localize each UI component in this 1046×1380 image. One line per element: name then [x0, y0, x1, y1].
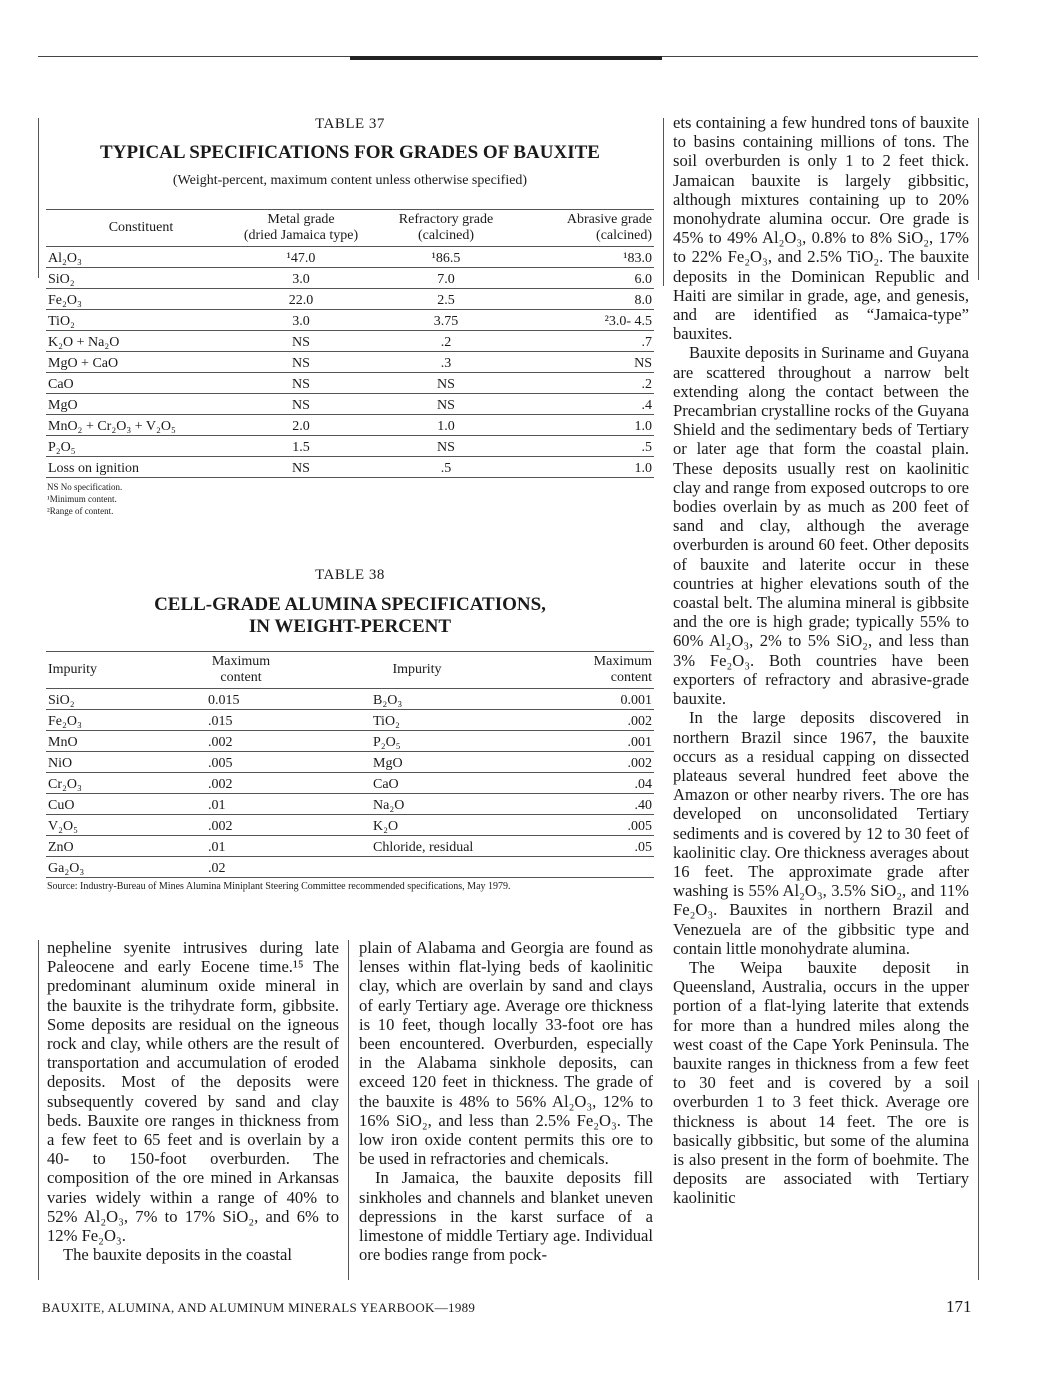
impurity-cell: Na₂O — [371, 794, 541, 815]
impurity-cell: CuO — [46, 794, 206, 815]
table-row — [46, 857, 654, 878]
abrasive-grade-cell: ²3.0- 4.5 — [526, 310, 654, 331]
table-row — [46, 415, 654, 436]
table-37-number: TABLE 37 — [315, 116, 385, 132]
table-37-notes — [47, 481, 347, 517]
abrasive-grade-cell: NS — [526, 352, 654, 373]
table-row — [46, 394, 654, 415]
constituent-cell: SiO₂ — [46, 268, 236, 289]
max-content-cell: 0.001 — [541, 689, 654, 710]
header-refractory-grade-line2: (calcined) — [418, 228, 474, 243]
top-rule-accent — [350, 56, 662, 60]
right-margin-rule — [978, 118, 979, 280]
max-content-cell: .01 — [206, 836, 371, 857]
max-content-cell: .02 — [206, 857, 371, 878]
header-refractory-grade — [366, 210, 526, 247]
paragraph: nepheline syenite intrusives during late Paleocene and early Eocene time.¹⁵ The predominant aluminum oxide mineral in the bauxite is the trihydrate form, gibbsite. Some deposits are residual on the igneous rock and clay, while others are the result of transportation and accumulation of eroded deposits. Most of the deposits were subsequently covered by sand and clay beds. Bauxite ore ranges in thickness from a few feet to 65 feet and is overlain by a 40- to 150-foot overburden. The composition of the ore mined in Arkansas varies widely within a range of 40% to 52% Al₂O₃, 7% to 17% SiO₂, and 6% to 12% Fe₂O₃. — [47, 938, 339, 1246]
impurity-cell: V₂O₅ — [46, 815, 206, 836]
max-content-cell: .002 — [206, 731, 371, 752]
table-37-subtitle: (Weight-percent, maximum content unless otherwise specified) — [172, 173, 528, 188]
max-content-cell: .05 — [541, 836, 654, 857]
max-content-cell: .01 — [206, 794, 371, 815]
metal-grade-cell: NS — [236, 352, 366, 373]
table-37 — [46, 209, 654, 478]
abrasive-grade-cell: .2 — [526, 373, 654, 394]
refractory-grade-cell: 7.0 — [366, 268, 526, 289]
max-content-cell: .001 — [541, 731, 654, 752]
table-38-title-line1: CELL-GRADE ALUMINA SPECIFICATIONS, — [154, 594, 546, 615]
metal-grade-cell: 2.0 — [236, 415, 366, 436]
paragraph: ets containing a few hundred tons of bauxite to basins containing millions of tons. The soil overburden is only 1 to 2 feet thick. Jamaican bauxite is largely gibbsitic, although mixtures containing up to 20% monohydrate alumina occur. Ore grade is 45% to 49% Al₂O₃, 0.8% to 8% SiO₂, 17% to 22% Fe₂O₃, and 2.5% TiO₂. The bauxite deposits in the Dominican Republic and Haiti are similar in grade, age, and genesis, and are identified as “Jamaica-type” bauxites. — [673, 113, 969, 344]
table-row — [46, 773, 654, 794]
max-content-cell: .002 — [541, 752, 654, 773]
refractory-grade-cell: 1.0 — [366, 415, 526, 436]
table-row — [46, 752, 654, 773]
header-metal-grade — [236, 210, 366, 247]
max-content-cell: .002 — [206, 773, 371, 794]
header-max-content-2-line2: content — [610, 670, 652, 685]
metal-grade-cell: 1.5 — [236, 436, 366, 457]
table-row — [46, 436, 654, 457]
max-content-cell: .005 — [541, 815, 654, 836]
impurity-cell: SiO₂ — [46, 689, 206, 710]
table-row — [46, 373, 654, 394]
metal-grade-cell: ¹47.0 — [236, 247, 366, 268]
abrasive-grade-cell: .5 — [526, 436, 654, 457]
paragraph: plain of Alabama and Georgia are found as lenses within flat-lying beds of kaolinitic clay, which are overlain by sand and clays of early Tertiary age. Average ore thickness is 10 feet, though locally 33-foot ore has been encountered. Overburden, especially in the Alabama sinkhole deposits, can exceed 120 feet in thickness. The grade of the bauxite is 48% to 56% Al₂O₃, 12% to 16% SiO₂, and less than 2.5% Fe₂O₃. The low iron oxide content permits this ore to be used in refractories and chemicals. — [359, 938, 653, 1169]
column-rule-1 — [38, 940, 39, 1280]
max-content-cell: .04 — [541, 773, 654, 794]
constituent-cell: K₂O + Na₂O — [46, 331, 236, 352]
impurity-cell: MgO — [371, 752, 541, 773]
refractory-grade-cell: 2.5 — [366, 289, 526, 310]
metal-grade-cell: 3.0 — [236, 310, 366, 331]
table-row — [46, 289, 654, 310]
metal-grade-cell: NS — [236, 394, 366, 415]
refractory-grade-cell: ¹86.5 — [366, 247, 526, 268]
constituent-cell: Loss on ignition — [46, 457, 236, 478]
table-row — [46, 268, 654, 289]
paragraph: The Weipa bauxite deposit in Queensland, Australia, occurs in the upper portion of a flat-lying laterite that extends for more than a hundred miles along the west coast of the Cape York Peninsula. The bauxite ranges in thickness from a few feet to 30 feet and is covered by a soil overburden 1 to 3 feet thick. Average ore thickness is about 14 feet. The ore is basically gibbsitic, but some of the alumina is also present in the form of boehmite. The deposits are associated with Tertiary kaolinitic — [673, 957, 969, 1208]
impurity-cell: Cr₂O₃ — [46, 773, 206, 794]
table-note: ¹Minimum content. — [47, 494, 117, 504]
table-row — [46, 815, 654, 836]
running-title: BAUXITE, ALUMINA, AND ALUMINUM MINERALS YEARBOOK—1989 — [42, 1300, 476, 1315]
impurity-cell: Fe₂O₃ — [46, 710, 206, 731]
abrasive-grade-cell: .7 — [526, 331, 654, 352]
table-row — [46, 457, 654, 478]
constituent-cell: P₂O₅ — [46, 436, 236, 457]
header-refractory-grade-line1: Refractory grade — [398, 212, 494, 227]
metal-grade-cell: NS — [236, 373, 366, 394]
refractory-grade-cell: .2 — [366, 331, 526, 352]
header-max-content-1 — [206, 652, 371, 689]
abrasive-grade-cell: .4 — [526, 394, 654, 415]
text-column-2 — [359, 938, 653, 1264]
header-constituent: Constituent — [46, 210, 236, 247]
refractory-grade-cell: 3.75 — [366, 310, 526, 331]
table-row — [46, 689, 654, 710]
table-row — [46, 247, 654, 268]
impurity-cell: Ga₂O₃ — [46, 857, 206, 878]
column-rule-2 — [348, 940, 349, 1280]
header-max-content-1-line2: content — [220, 670, 262, 685]
constituent-cell: MgO + CaO — [46, 352, 236, 373]
page-number: 171 — [946, 1297, 972, 1316]
refractory-grade-cell: NS — [366, 373, 526, 394]
header-max-content-2-line1: Maximum — [593, 654, 652, 669]
paragraph: The bauxite deposits in the coastal — [63, 1245, 293, 1265]
impurity-cell: ZnO — [46, 836, 206, 857]
impurity-cell: B₂O₃ — [371, 689, 541, 710]
table-note: NS No specification. — [47, 482, 123, 492]
header-abrasive-grade-line2: (calcined) — [596, 228, 652, 243]
table-row — [46, 331, 654, 352]
table-row — [46, 710, 654, 731]
left-margin-rule — [38, 118, 39, 278]
table-column-rule — [663, 118, 664, 286]
table-38 — [46, 651, 654, 878]
header-metal-grade-line2: (dried Jamaica type) — [243, 228, 359, 243]
impurity-cell: CaO — [371, 773, 541, 794]
impurity-cell: MnO — [46, 731, 206, 752]
table-note: ²Range of content. — [47, 506, 114, 516]
table-row — [46, 836, 654, 857]
max-content-cell: .002 — [206, 815, 371, 836]
abrasive-grade-cell: 6.0 — [526, 268, 654, 289]
metal-grade-cell: NS — [236, 331, 366, 352]
header-abrasive-grade — [526, 210, 654, 247]
max-content-cell: .002 — [541, 710, 654, 731]
constituent-cell: CaO — [46, 373, 236, 394]
metal-grade-cell: 22.0 — [236, 289, 366, 310]
refractory-grade-cell: NS — [366, 436, 526, 457]
constituent-cell: Fe₂O₃ — [46, 289, 236, 310]
paragraph: Bauxite deposits in Suriname and Guyana are scattered throughout a narrow belt extending along the contact between the Precambrian crystalline rocks of the Guyana Shield and the sedimentary beds of Tertiary or later age that form the coastal plain. These deposits usually rest on kaolinitic clay and range from exposed outcrops to ore bodies overlain by as much as 200 feet of sand and clay, although the average overburden is around 60 feet. Other deposits of bauxite and laterite occur in these countries at higher elevations south of the coastal belt. The alumina mineral is gibbsite and the ore is high grade; typically 55% to 60% Al₂O₃, 2% to 5% SiO₂, and less than 3% Fe₂O₃. Both countries have been exporters of refractory and abrasive-grade bauxite. — [673, 343, 969, 709]
table-38-number: TABLE 38 — [315, 567, 385, 583]
impurity-cell: K₂O — [371, 815, 541, 836]
abrasive-grade-cell: 8.0 — [526, 289, 654, 310]
max-content-cell: .005 — [206, 752, 371, 773]
header-abrasive-grade-line1: Abrasive grade — [566, 212, 652, 227]
metal-grade-cell: 3.0 — [236, 268, 366, 289]
table-38-source: Source: Industry-Bureau of Mines Alumina Miniplant Steering Committee recommended specifications, May 1979. — [47, 881, 511, 892]
refractory-grade-cell: .3 — [366, 352, 526, 373]
metal-grade-cell: NS — [236, 457, 366, 478]
table-38-title-line2: IN WEIGHT-PERCENT — [248, 616, 452, 637]
table-row — [46, 794, 654, 815]
abrasive-grade-cell: 1.0 — [526, 415, 654, 436]
max-content-cell: 0.015 — [206, 689, 371, 710]
table-37-heading — [46, 116, 654, 189]
abrasive-grade-cell: ¹83.0 — [526, 247, 654, 268]
refractory-grade-cell: .5 — [366, 457, 526, 478]
constituent-cell: MnO₂ + Cr₂O₃ + V₂O₅ — [46, 415, 236, 436]
impurity-cell: TiO₂ — [371, 710, 541, 731]
table-row — [46, 310, 654, 331]
paragraph: In Jamaica, the bauxite deposits fill sinkholes and channels and blanket uneven depressions in the karst surface of a limestone of middle Tertiary age. Individual ore bodies range from pock- — [359, 1168, 653, 1265]
max-content-cell: .015 — [206, 710, 371, 731]
paragraph: In the large deposits discovered in northern Brazil since 1967, the bauxite occurs as a residual capping on dissected plateaus several hundred feet above the Amazon or other nearby rivers. The ore has developed on unconsolidated Tertiary sediments and is covered by 12 to 30 feet of kaolinitic clay. Ore thickness averages about 16 feet. The approximate grade after washing is 55% Al₂O₃, 3.5% SiO₂, and 11% Fe₂O₃. Bauxites in northern Brazil and Venezuela are of the gibbsitic type and contain little monohydrate alumina. — [673, 708, 969, 958]
table-37-title: TYPICAL SPECIFICATIONS FOR GRADES OF BAUXITE — [100, 142, 600, 163]
text-column-1 — [47, 938, 339, 1264]
header-impurity-1: Impurity — [46, 652, 206, 689]
header-impurity-2: Impurity — [371, 652, 541, 689]
constituent-cell: Al₂O₃ — [46, 247, 236, 268]
max-content-cell: .40 — [541, 794, 654, 815]
impurity-cell — [371, 857, 541, 878]
impurity-cell: Chloride, residual — [371, 836, 541, 857]
table-row — [46, 731, 654, 752]
max-content-cell — [541, 857, 654, 878]
table-row — [46, 352, 654, 373]
impurity-cell: P₂O₅ — [371, 731, 541, 752]
impurity-cell: NiO — [46, 752, 206, 773]
abrasive-grade-cell: 1.0 — [526, 457, 654, 478]
table-38-heading — [46, 567, 654, 638]
constituent-cell: TiO₂ — [46, 310, 236, 331]
header-metal-grade-line1: Metal grade — [267, 212, 335, 227]
constituent-cell: MgO — [46, 394, 236, 415]
header-max-content-2 — [541, 652, 654, 689]
refractory-grade-cell: NS — [366, 394, 526, 415]
column-rule-3 — [978, 1080, 979, 1280]
text-column-3 — [673, 113, 969, 1208]
header-max-content-1-line1: Maximum — [211, 654, 271, 669]
